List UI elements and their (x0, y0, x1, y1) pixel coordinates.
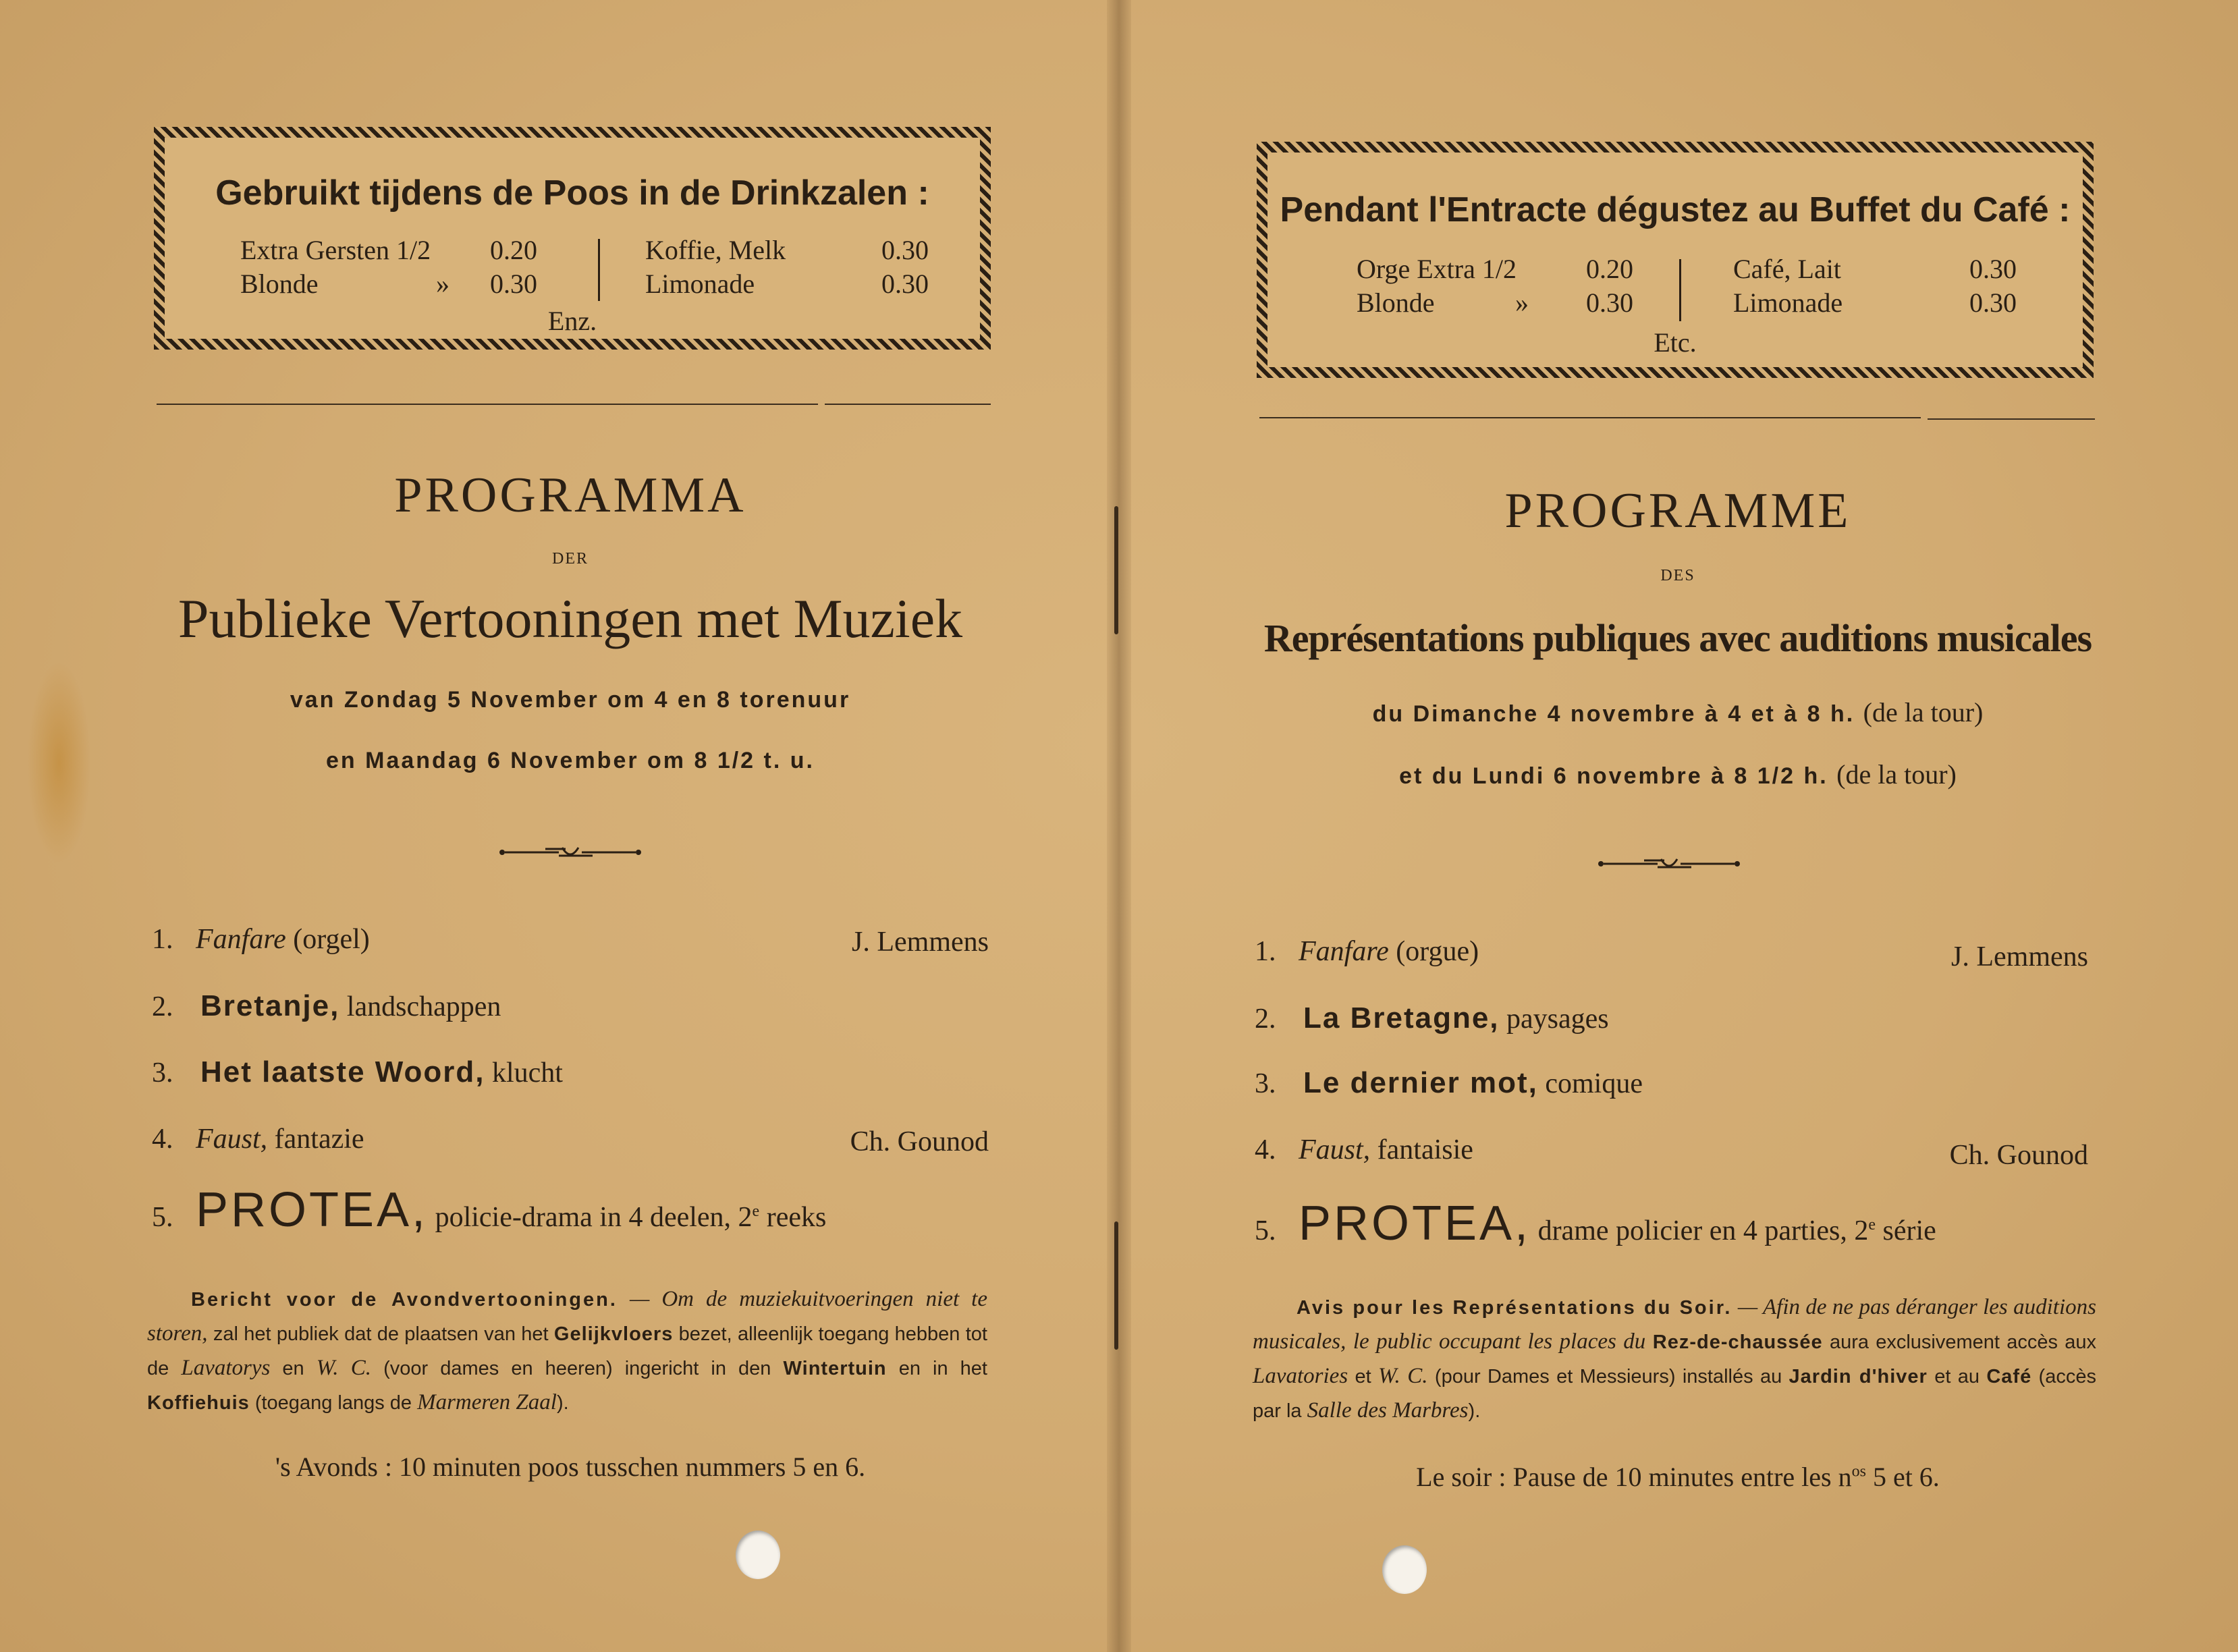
date-note: (de la tour) (1863, 697, 1984, 727)
item-title: Faust, (1299, 1134, 1371, 1165)
drink-price: 0.30 (1969, 287, 2017, 318)
notice-text: Marmeren Zaal (417, 1390, 557, 1414)
programme-subtitle: Publieke Vertooningen met Muziek (178, 588, 963, 649)
ornament-flourish (1597, 854, 1741, 874)
drinks-column-2 (1733, 252, 2017, 320)
box-footer: Etc. (1654, 327, 1697, 358)
programme-title: PROGRAMMA (394, 468, 746, 523)
notice-text: ). (1468, 1400, 1481, 1422)
drinks-column-2 (645, 233, 929, 301)
drink-price: 0.30 (1969, 254, 2017, 284)
programme-item (1255, 1196, 1936, 1251)
item-title: Faust, (196, 1124, 268, 1155)
notice-heading: Bericht voor de Avondvertooningen. (191, 1289, 618, 1311)
item-description: klucht (491, 1057, 563, 1089)
item-composer: J. Lemmens (852, 927, 989, 958)
programme-title: PROGRAMME (1504, 483, 1851, 539)
item-title: Fanfare (1299, 936, 1389, 967)
programme-der: DER (552, 550, 589, 568)
notice-text: (voor dames en heeren) ingericht in den (371, 1358, 784, 1379)
notice-text: Wintertuin (783, 1358, 887, 1379)
drink-name: Café, Lait (1733, 254, 1841, 284)
drink-price: 0.30 (1586, 287, 1633, 318)
date-line-2: en Maandag 6 November om 8 1/2 t. u. (326, 748, 815, 773)
notice-text: Gelijkvloers (553, 1323, 674, 1345)
item-composer: Ch. Gounod (1949, 1140, 2088, 1171)
drink-name: Limonade (645, 269, 755, 299)
programme-item (1255, 1001, 1609, 1035)
item-number: 1. (152, 924, 173, 955)
notice-text: W. C. (1378, 1364, 1428, 1388)
item-title: PROTEA, (196, 1183, 429, 1237)
notice-text: bezet, alleenlijk toegang hebben tot de (147, 1323, 987, 1379)
drink-name: Limonade (1733, 287, 1843, 318)
item-number: 3. (152, 1057, 173, 1089)
programme-item (1255, 1134, 1473, 1166)
box-footer: Enz. (547, 306, 597, 336)
drink-name: Orge Extra 1/2 (1357, 254, 1517, 284)
notice-heading: Avis pour les Représentations du Soir. (1297, 1297, 1732, 1319)
date-text: et du Lundi 6 novembre à 8 1/2 h. (1399, 763, 1828, 789)
item-number: 5. (152, 1202, 173, 1233)
column-divider (1679, 259, 1681, 321)
refreshment-box (1257, 142, 2094, 378)
item-title: PROTEA, (1299, 1196, 1531, 1250)
notice-text: en in het (886, 1358, 987, 1379)
notice-text: Jardin d'hiver (1789, 1366, 1928, 1387)
notice-text: — Om de muziekuitvoeringen niet te storen, (147, 1287, 987, 1346)
item-title: Bretanje, (200, 989, 340, 1022)
item-description: reeks (759, 1202, 827, 1233)
notice-text: Rez-de-chaussée (1652, 1331, 1823, 1353)
item-number: 5. (1255, 1215, 1276, 1246)
item-description: (orgue) (1396, 936, 1479, 967)
ditto-mark: » (1515, 287, 1529, 318)
drinks-column-1 (240, 233, 537, 301)
programme-item (152, 1055, 563, 1089)
programme-item (1255, 935, 1479, 968)
notice-text: et (1348, 1366, 1379, 1387)
punch-hole (736, 1531, 780, 1579)
notice-text: ). (556, 1392, 569, 1414)
left-page (0, 0, 1114, 1652)
programme-item (152, 989, 501, 1023)
drink-name: Blonde (1357, 287, 1435, 318)
evening-notice (147, 1282, 987, 1420)
drink-price: 0.30 (490, 269, 537, 299)
programme-des: DES (1660, 567, 1695, 584)
superscript: e (752, 1203, 760, 1220)
ornament-flourish (498, 842, 643, 862)
evening-text: 5 et 6. (1865, 1462, 1940, 1492)
box-title: Gebruikt tijdens de Poos in de Drinkzalen : (215, 173, 929, 213)
item-description: landschappen (346, 991, 501, 1022)
drink-price: 0.30 (881, 235, 929, 265)
item-composer: Ch. Gounod (850, 1126, 989, 1157)
box-title: Pendant l'Entracte dégustez au Buffet du Café : (1280, 190, 2071, 229)
item-description: fantaisie (1377, 1134, 1473, 1165)
drink-price: 0.20 (1586, 254, 1633, 284)
divider-rule (1928, 418, 2095, 420)
item-number: 4. (152, 1124, 173, 1155)
item-description: paysages (1506, 1003, 1609, 1035)
drinks-column-1 (1357, 252, 1654, 320)
divider-rule (1259, 417, 1921, 418)
item-title: Het laatste Woord, (200, 1055, 485, 1089)
date-text: du Dimanche 4 novembre à 4 et à 8 h. (1372, 701, 1855, 727)
item-description: série (1876, 1215, 1936, 1246)
item-description: (orgel) (293, 924, 370, 955)
notice-text: aura exclusivement accès aux (1822, 1331, 2096, 1353)
evening-notice (1253, 1290, 2096, 1428)
notice-text: (toegang langs de (249, 1392, 418, 1414)
programme-item (152, 1182, 826, 1238)
item-number: 1. (1255, 936, 1276, 967)
programme-item (152, 1123, 364, 1155)
notice-text: Koffiehuis (147, 1392, 250, 1414)
date-note: (de la tour) (1836, 759, 1957, 790)
divider-rule (157, 404, 818, 405)
punch-hole (1382, 1545, 1427, 1594)
item-number: 2. (152, 991, 173, 1022)
divider-rule (825, 404, 991, 405)
notice-text: Café (1986, 1366, 2032, 1387)
item-number: 3. (1255, 1068, 1276, 1099)
notice-text: W. C. (316, 1356, 372, 1380)
superscript: os (1851, 1462, 1866, 1481)
drink-price: 0.30 (881, 269, 929, 299)
drink-name: Koffie, Melk (645, 235, 786, 265)
notice-text: zal het publiek dat de plaatsen van het (207, 1323, 554, 1345)
drink-price: 0.20 (490, 235, 537, 265)
evening-pause (1124, 1461, 2231, 1493)
item-number: 4. (1255, 1134, 1276, 1165)
notice-text: Lavatories (1253, 1364, 1348, 1388)
superscript: e (1868, 1216, 1876, 1234)
notice-text: Lavatorys (181, 1356, 271, 1380)
ditto-mark: » (436, 269, 449, 299)
drink-name: Extra Gersten 1/2 (240, 235, 431, 265)
item-description: policie-drama in 4 deelen, 2 (435, 1202, 753, 1233)
programme-item (1255, 1066, 1643, 1100)
evening-text: Le soir : Pause de 10 minutes entre les n (1416, 1462, 1852, 1492)
notice-text: Salle des Marbres (1307, 1398, 1469, 1423)
notice-text: (accès par la (1253, 1366, 2096, 1422)
date-line-2 (1124, 759, 2231, 790)
programme-subtitle: Représentations publiques avec auditions musicales (1263, 616, 2092, 660)
drink-name: Blonde (240, 269, 319, 299)
staple (1114, 1221, 1118, 1350)
date-line-1: van Zondag 5 November om 4 en 8 torenuur (290, 687, 851, 713)
item-description: comique (1545, 1068, 1643, 1099)
evening-pause: 's Avonds : 10 minuten poos tusschen nummers 5 en 6. (275, 1452, 866, 1482)
item-title: Le dernier mot, (1303, 1066, 1538, 1099)
programme-item (152, 923, 370, 956)
column-divider (598, 239, 600, 301)
item-number: 2. (1255, 1003, 1276, 1035)
notice-text: et au (1927, 1366, 1987, 1387)
right-page (1124, 0, 2238, 1652)
notice-text: (pour Dames et Messieurs) installés au (1427, 1366, 1789, 1387)
refreshment-box (154, 127, 991, 350)
item-title: La Bretagne, (1303, 1001, 1500, 1035)
item-composer: J. Lemmens (1951, 941, 2088, 972)
notice-text: — Afin de ne pas déranger les auditions musicales, le public occupant les places du (1253, 1295, 2096, 1354)
date-line-1 (1124, 696, 2231, 728)
notice-text: en (270, 1358, 317, 1379)
item-title: Fanfare (196, 924, 286, 955)
item-description: fantazie (274, 1124, 364, 1155)
item-description: drame policier en 4 parties, 2 (1537, 1215, 1869, 1246)
